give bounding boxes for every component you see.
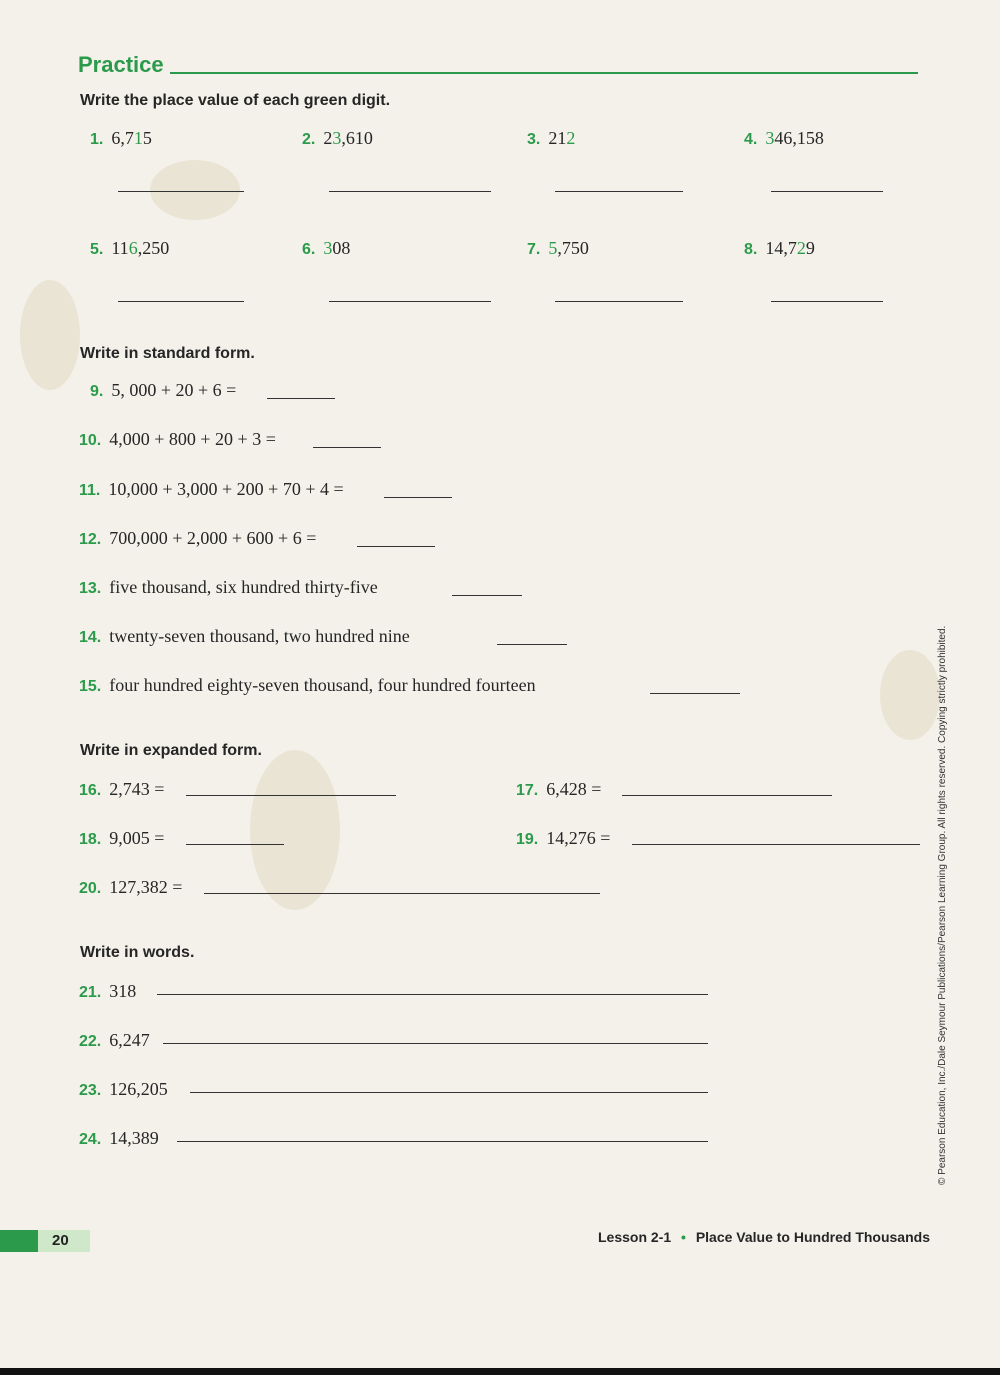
title-rule [170, 72, 918, 74]
question-number: 9. [90, 383, 104, 400]
answer-blank[interactable] [622, 795, 832, 796]
number-part: ,750 [557, 238, 589, 258]
expanded-form-question [79, 828, 164, 849]
question-number: 17. [516, 782, 539, 799]
place-value-question [302, 238, 350, 259]
question-number: 13. [79, 580, 102, 597]
place-value-question [302, 128, 373, 149]
practice-header [78, 52, 918, 78]
number-part: 14,7 [765, 238, 797, 258]
green-digit: 6 [128, 238, 138, 258]
green-digit: 5 [548, 238, 558, 258]
green-digit: 3 [323, 238, 333, 258]
question-text: 6,247 [109, 1030, 150, 1050]
answer-blank[interactable] [329, 301, 491, 302]
answer-blank[interactable] [204, 893, 600, 894]
question-number: 7. [527, 241, 541, 258]
place-value-question [744, 128, 824, 149]
place-value-question [90, 238, 169, 259]
scan-edge [0, 1368, 1000, 1375]
page-number: 20 [52, 1232, 69, 1249]
section-heading-place-value: Write the place value of each green digit. [80, 92, 391, 109]
answer-blank[interactable] [177, 1141, 708, 1142]
place-value-question [90, 128, 152, 149]
question-number: 8. [744, 241, 758, 258]
question-number: 14. [79, 629, 102, 646]
question-number: 6. [302, 241, 316, 258]
copyright-notice: © Pearson Education, Inc./Dale Seymour Publications/Pearson Learning Group. All rights reserved. Copying strictly prohibited. [937, 625, 948, 1185]
green-digit: 2 [566, 128, 576, 148]
answer-blank[interactable] [118, 191, 244, 192]
question-number: 21. [79, 984, 102, 1001]
section-heading-words: Write in words. [80, 944, 195, 961]
question-number: 16. [79, 782, 102, 799]
question-number: 23. [79, 1082, 102, 1099]
question-text: 14,276 = [546, 828, 611, 848]
number-part: 9 [805, 238, 815, 258]
answer-blank[interactable] [190, 1092, 708, 1093]
page-title: Practice [78, 52, 164, 77]
number-part: 21 [548, 128, 567, 148]
question-text: twenty-seven thousand, two hundred nine [109, 626, 410, 646]
question-text: 6,428 = [546, 779, 602, 799]
question-number: 2. [302, 131, 316, 148]
place-value-question [527, 128, 575, 149]
standard-form-question [90, 380, 236, 401]
answer-blank[interactable] [650, 693, 740, 694]
expanded-form-question [79, 877, 182, 898]
words-question [79, 1079, 168, 1100]
answer-blank[interactable] [384, 497, 452, 498]
green-digit: 3 [332, 128, 342, 148]
paper-stain [20, 280, 80, 390]
question-text: four hundred eighty-seven thousand, four hundred fourteen [109, 675, 536, 695]
question-number: 11. [79, 482, 101, 499]
question-number: 20. [79, 880, 102, 897]
answer-blank[interactable] [632, 844, 920, 845]
green-digit: 2 [796, 238, 806, 258]
question-number: 1. [90, 131, 104, 148]
page-number-tab [0, 1230, 90, 1252]
answer-blank[interactable] [555, 191, 683, 192]
question-text: 127,382 = [109, 877, 183, 897]
answer-blank[interactable] [497, 644, 567, 645]
number-part: 11 [111, 238, 129, 258]
expanded-form-question [516, 779, 601, 800]
paper-stain [880, 650, 940, 740]
answer-blank[interactable] [267, 398, 335, 399]
question-number: 5. [90, 241, 104, 258]
answer-blank[interactable] [157, 994, 708, 995]
question-number: 18. [79, 831, 102, 848]
question-number: 19. [516, 831, 539, 848]
question-number: 22. [79, 1033, 102, 1050]
answer-blank[interactable] [118, 301, 244, 302]
number-part: 2 [323, 128, 333, 148]
question-number: 10. [79, 432, 102, 449]
question-text: 14,389 [109, 1128, 159, 1148]
answer-blank[interactable] [452, 595, 522, 596]
number-part: 5 [142, 128, 152, 148]
standard-form-question [79, 479, 344, 500]
words-question [79, 1030, 150, 1051]
green-digit: 1 [133, 128, 143, 148]
words-question [79, 1128, 159, 1149]
place-value-question [744, 238, 815, 259]
paper-stain [250, 750, 340, 910]
question-text: 126,205 [109, 1079, 168, 1099]
place-value-question [527, 238, 589, 259]
question-text: 700,000 + 2,000 + 600 + 6 = [109, 528, 317, 548]
question-text: five thousand, six hundred thirty-five [109, 577, 378, 597]
answer-blank[interactable] [186, 844, 284, 845]
section-heading-expanded-form: Write in expanded form. [80, 742, 262, 759]
question-number: 24. [79, 1131, 102, 1148]
lesson-footer [598, 1229, 930, 1245]
answer-blank[interactable] [163, 1043, 708, 1044]
question-text: 5, 000 + 20 + 6 = [111, 380, 237, 400]
question-number: 15. [79, 678, 102, 695]
answer-blank[interactable] [357, 546, 435, 547]
footer-bullet: • [681, 1229, 686, 1245]
number-part: 08 [332, 238, 351, 258]
standard-form-question [79, 675, 536, 696]
question-number: 12. [79, 531, 102, 548]
standard-form-question [79, 528, 316, 549]
question-text: 2,743 = [109, 779, 165, 799]
question-text: 10,000 + 3,000 + 200 + 70 + 4 = [108, 479, 344, 499]
lesson-label: Lesson 2-1 [598, 1229, 672, 1245]
number-part: ,250 [137, 238, 170, 258]
standard-form-question [79, 429, 276, 450]
number-part: ,610 [341, 128, 373, 148]
answer-blank[interactable] [771, 301, 883, 302]
expanded-form-question [516, 828, 610, 849]
number-part: 46,158 [774, 128, 824, 148]
question-text: 318 [109, 981, 137, 1001]
words-question [79, 981, 136, 1002]
question-text: 4,000 + 800 + 20 + 3 = [109, 429, 276, 449]
answer-blank[interactable] [771, 191, 883, 192]
standard-form-question [79, 577, 378, 598]
question-number: 4. [744, 131, 758, 148]
section-heading-standard-form: Write in standard form. [80, 345, 255, 362]
expanded-form-question [79, 779, 164, 800]
standard-form-question [79, 626, 410, 647]
answer-blank[interactable] [313, 447, 381, 448]
question-text: 9,005 = [109, 828, 165, 848]
number-part: 6,7 [111, 128, 134, 148]
paper-stain [150, 160, 240, 220]
question-number: 3. [527, 131, 541, 148]
green-digit: 3 [765, 128, 775, 148]
answer-blank[interactable] [186, 795, 396, 796]
answer-blank[interactable] [555, 301, 683, 302]
answer-blank[interactable] [329, 191, 491, 192]
lesson-title: Place Value to Hundred Thousands [695, 1229, 930, 1245]
